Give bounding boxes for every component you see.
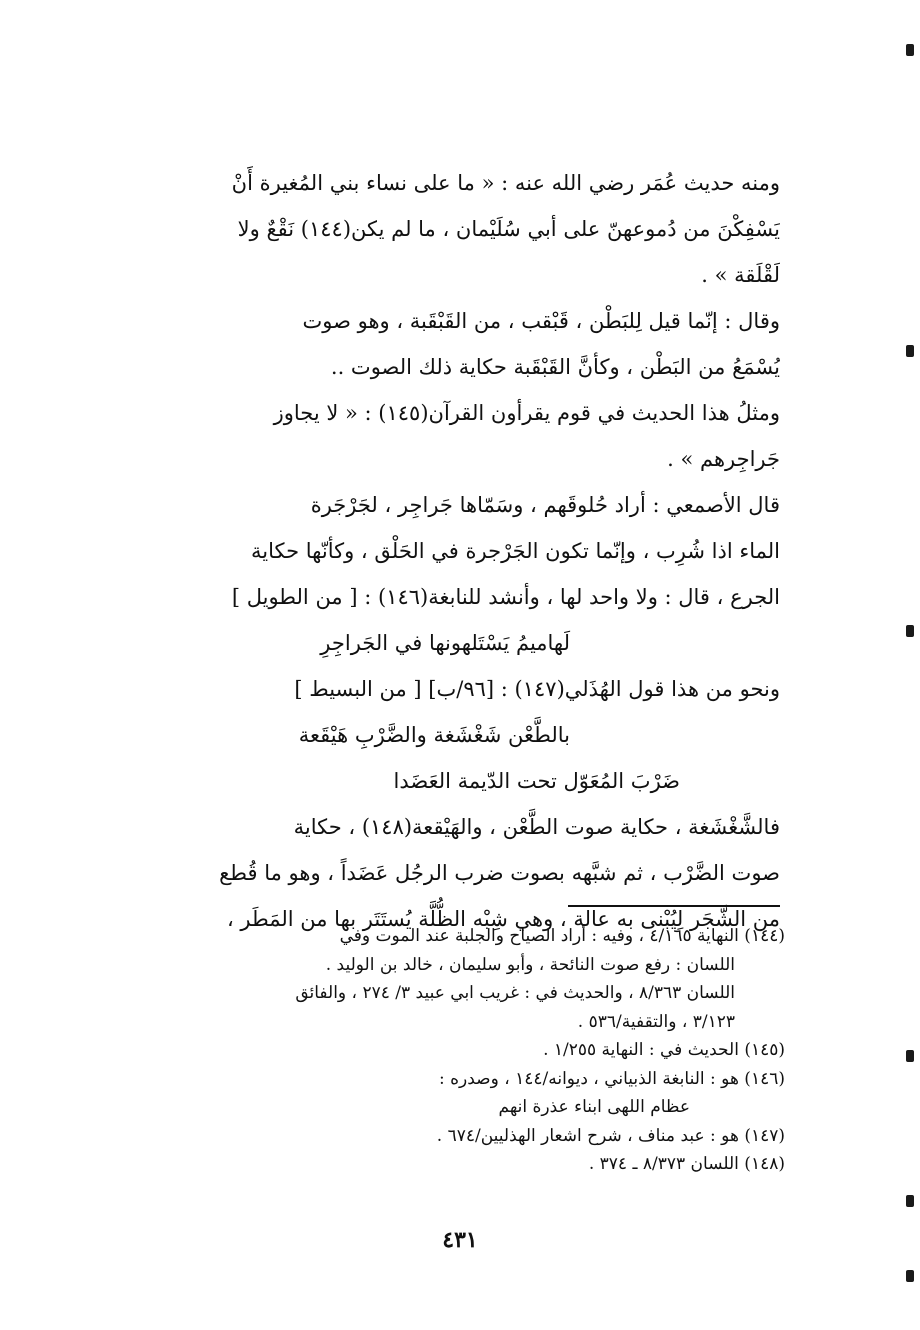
text-line: يُسْمَعُ من البَطْن ، وكأنَّ القَبْقَبة حكاية ذلك الصوت .. (330, 355, 780, 379)
footnote-line: (١٤٦) هو : النابغة الذبياني ، ديوانه/١٤٤ ، وصدره : (438, 1068, 785, 1089)
footnote-line: ٣/١٢٣ ، والتقفية/٥٣٦ . (577, 1011, 735, 1032)
footnote-line: اللسان : رفع صوت النائحة ، وأبو سليمان ، خالد بن الوليد . (325, 954, 735, 975)
poem-verse: لَهاميمُ يَسْتَلهونها في الجَراجِرِ (320, 631, 570, 655)
footnote-line: عظام اللهى ابناء عذرة انهم (498, 1097, 690, 1117)
footnote-line: (١٤٥) الحديث في : النهاية ١/٢٥٥ . (543, 1040, 785, 1060)
poem-verse: ضَرْبَ المُعَوّل تحت الدّيمة العَضَدا (393, 769, 680, 793)
text-line: صوت الضَّرْب ، ثم شبَّهه بصوت ضرب الرجُل عَضَداً ، وهو ما قُطع (219, 861, 780, 885)
text-line: ومثلُ هذا الحديث في قوم يقرأون القرآن(١٤٥) : « لا يجاوز (273, 401, 780, 425)
page-number: ٤٣١ (442, 1227, 478, 1253)
footnote-line: (١٤٨) اللسان ٨/٣٧٣ ـ ٣٧٤ . (588, 1154, 785, 1174)
text-line: لَقْلَقة » . (701, 263, 780, 287)
text-line: يَسْفِكْنَ من دُموعهنّ على أبي سُلَيْمان ، ما لم يكن(١٤٤) نَقْعٌ ولا (237, 217, 780, 241)
footnote-line: (١٤٤) النهاية ٤/١٦٥ ، وفيه : أراد الصياح والجلبة عند الموت وفي (339, 926, 785, 946)
footnote-line: اللسان ٨/٣٦٣ ، والحديث في : غريب ابي عبيد ٣/ ٢٧٤ ، والفائق (295, 983, 735, 1003)
text-line: قال الأصمعي : أراد حُلوقَهم ، وسَمّاها جَراجِر ، لجَرْجَرة (310, 493, 780, 517)
text-line: فالشَّغْشَغة ، حكاية صوت الطَّعْن ، والهَيْقعة(١٤٨) ، حكاية (293, 815, 780, 839)
footnote-line: (١٤٧) هو : عبد مناف ، شرح اشعار الهذليين/٦٧٤ . (436, 1125, 785, 1146)
text-line: وقال : إنّما قيل لِلبَطْن ، قَبْقب ، من القَبْقَبة ، وهو صوت (302, 309, 780, 333)
poem-verse: بالطَّعْن شَغْشَغة والضَّرْبِ هَيْقَعة (298, 723, 570, 747)
scan-edge-mark (906, 625, 914, 637)
text-line: الجرع ، قال : ولا واحد لها ، وأنشد للنابغة(١٤٦) : [ من الطويل ] (231, 585, 780, 609)
scan-edge-mark (906, 1195, 914, 1207)
text-line: من الشَّجَر لِيُبْنى به عالة ، وهي شِبْه الظُّلَّة يُستَتَر بها من المَطَر ، (226, 907, 780, 931)
footnotes (125, 922, 785, 1179)
footnote-divider (568, 905, 780, 907)
scan-edge-mark (906, 1270, 914, 1282)
text-line: الماء اذا شُرِب ، وإنّما تكون الجَرْجرة في الحَلْق ، وكأنّها حكاية (251, 539, 780, 563)
scan-edge-mark (906, 44, 914, 56)
scan-edge-mark (906, 345, 914, 357)
scan-edge-mark (906, 1050, 914, 1062)
main-text (130, 160, 780, 942)
text-line: ومنه حديث عُمَر رضي الله عنه : « ما على نساء بني المُغيرة أَنْ (231, 171, 780, 195)
text-line: جَراجِرهم » . (667, 447, 780, 471)
text-line: ونحو من هذا قول الهُذَلي(١٤٧) : [٩٦/ب] [ من البسيط ] (294, 677, 780, 701)
